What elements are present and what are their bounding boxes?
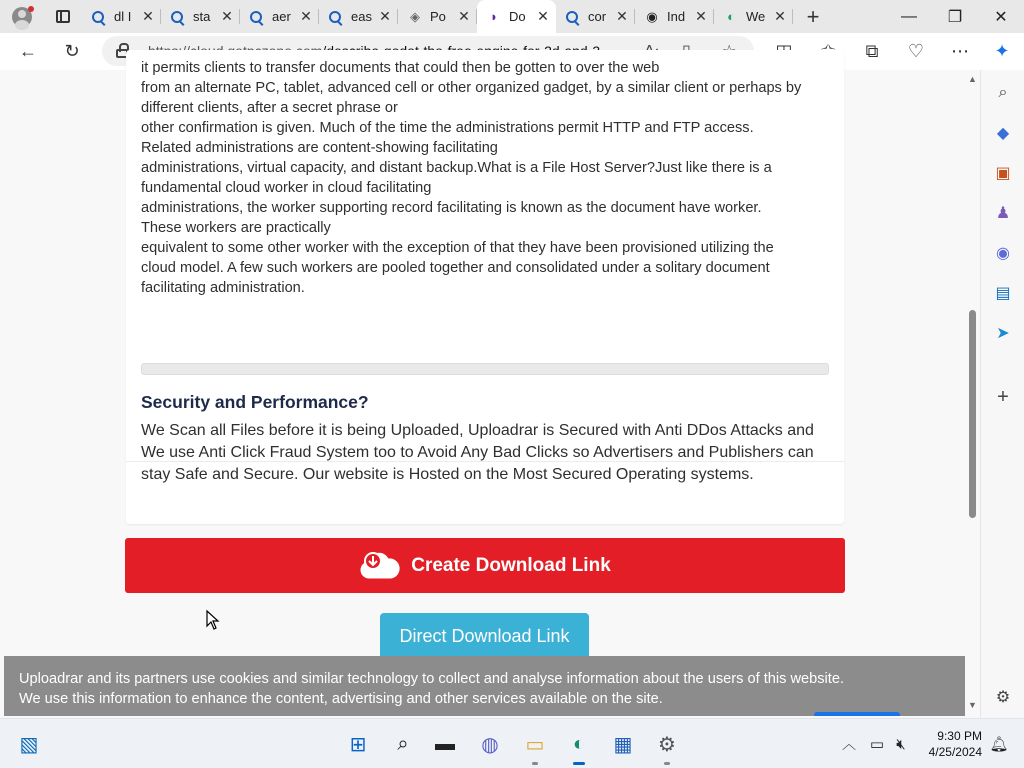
tab-1[interactable] <box>82 0 161 33</box>
microsoft-store-icon[interactable]: ▦ <box>613 733 633 756</box>
sidebar-settings-gear-icon[interactable]: ⚙ <box>995 689 1011 706</box>
tab-5[interactable] <box>398 0 477 33</box>
collections-button[interactable] <box>850 33 894 70</box>
page-viewport <box>0 60 980 718</box>
tab-4[interactable] <box>319 0 398 33</box>
taskbar-search-icon[interactable]: ⌕ <box>397 732 409 755</box>
tab-title: We <box>746 9 766 24</box>
tab-title: cor <box>588 9 607 24</box>
tray-chevron-up-icon[interactable]: ︿ <box>842 736 856 752</box>
scroll-thumb[interactable] <box>969 310 976 518</box>
close-tab-icon[interactable]: ✕ <box>537 8 549 24</box>
search-icon <box>566 11 578 23</box>
tab-title: Do <box>509 9 526 24</box>
article-line: These workers are practically <box>141 220 331 236</box>
scroll-up-arrow-icon[interactable]: ▲ <box>968 74 977 84</box>
cookie-accept-button[interactable] <box>814 712 900 716</box>
teams-chat-icon[interactable]: ◍ <box>481 733 499 756</box>
close-tab-icon[interactable]: ✕ <box>774 8 786 24</box>
article-line: other confirmation is given. Much of the time the administrations permit HTTP and FTP access. <box>141 120 754 136</box>
article-line: different clients, after a secret phrase or <box>141 100 398 116</box>
article-line: cloud model. A few such workers are pooled together and consolidated under a solitary document <box>141 260 770 276</box>
notification-bell-icon[interactable]: 🔔︎ <box>989 736 1009 753</box>
close-tab-icon[interactable]: ✕ <box>142 8 154 24</box>
section-line: We use Anti Click Fraud System too to Avoid Any Bad Clicks so Advertisers and Publishers can <box>141 444 814 461</box>
system-clock[interactable] <box>929 728 982 760</box>
article-line: administrations, the worker supporting record facilitating is known as the document have worker. <box>141 200 762 216</box>
close-tab-icon[interactable]: ✕ <box>695 8 707 24</box>
clock-time: 9:30 PM <box>937 729 982 743</box>
tab-actions-button[interactable] <box>44 0 82 33</box>
tab-7[interactable] <box>556 0 635 33</box>
article-line: Related administrations are content-showing facilitating <box>141 140 498 156</box>
edge-icon: ◐ <box>727 9 735 24</box>
tools-briefcase-icon[interactable]: ▣ <box>995 165 1011 182</box>
tab-6-active[interactable] <box>477 0 556 33</box>
windows-taskbar <box>0 718 1024 768</box>
settings-menu-button[interactable] <box>938 33 982 70</box>
article-line: fundamental cloud worker in cloud facilitating <box>141 180 432 196</box>
article-line: it permits clients to transfer documents that could then be gotten to over the web <box>141 60 660 76</box>
copilot-button[interactable] <box>980 33 1024 70</box>
microsoft-365-icon[interactable]: ◉ <box>996 245 1010 262</box>
cookie-consent-banner <box>4 656 965 716</box>
notification-dot <box>28 6 34 12</box>
edge-sidebar <box>980 70 1024 718</box>
minimize-button[interactable]: — <box>901 7 917 25</box>
back-button[interactable] <box>6 33 50 70</box>
article-paragraph <box>141 58 841 298</box>
shopping-tag-icon[interactable]: ◆ <box>996 125 1010 142</box>
section-line: stay Safe and Secure. Our website is Hosted on the Most Secured Operating systems. <box>141 466 754 483</box>
refresh-icon: ↻ <box>64 41 80 61</box>
tab-actions-icon <box>56 10 70 23</box>
browser-essentials-button[interactable] <box>894 33 938 70</box>
site-icon: ◗ <box>490 9 498 24</box>
tab-2[interactable] <box>161 0 240 33</box>
section-line: We Scan all Files before it is being Uploaded, Uploadrar is Secured with Anti DDos Attacks and <box>141 422 814 439</box>
article-line: from an alternate PC, tablet, advanced cell or other organized gadget, by a similar client or perhaps by <box>141 80 802 96</box>
sidebar-search-icon[interactable]: ⌕ <box>998 84 1008 101</box>
cloud-download-icon <box>359 551 399 581</box>
close-tab-icon[interactable]: ✕ <box>379 8 391 24</box>
close-tab-icon[interactable]: ✕ <box>616 8 628 24</box>
create-download-link-button[interactable] <box>125 538 845 593</box>
tab-title: aer <box>272 9 291 24</box>
clock-date: 4/25/2024 <box>928 745 982 759</box>
telegram-icon[interactable]: ➤ <box>996 325 1010 342</box>
cookie-text-line: Uploadrar and its partners use cookies and similar technology to collect and analyse information about the users of this website. <box>19 671 844 687</box>
card-footer-divider <box>126 450 844 462</box>
file-explorer-icon[interactable]: ▭ <box>520 729 550 759</box>
back-arrow-icon: ← <box>19 41 37 61</box>
new-tab-button[interactable]: + <box>806 3 820 29</box>
page-scrollbar[interactable] <box>965 70 980 718</box>
tab-3[interactable] <box>240 0 319 33</box>
volume-muted-icon[interactable]: 🔇︎ <box>896 735 906 753</box>
create-download-link-label: Create Download Link <box>411 554 611 576</box>
cookie-text-line: We use this information to enhance the content, advertising and other services available on the site. <box>19 691 663 707</box>
profile-button[interactable] <box>0 0 44 33</box>
games-icon[interactable]: ♟ <box>995 205 1011 222</box>
progress-bar <box>141 363 829 375</box>
close-tab-icon[interactable]: ✕ <box>300 8 312 24</box>
article-line: administrations, virtual capacity, and distant backup.What is a File Host Server?Just like there is a <box>141 160 772 176</box>
search-icon <box>92 11 104 23</box>
start-windows-icon[interactable]: ⊞ <box>349 733 367 756</box>
search-icon <box>329 11 341 23</box>
direct-download-link-label: Direct Download Link <box>399 626 570 646</box>
diamond-icon: ◈ <box>410 8 420 24</box>
network-icon[interactable]: ▭ <box>869 736 885 753</box>
tab-strip <box>0 0 1024 33</box>
tab-title: Ind <box>667 9 686 24</box>
task-view-icon[interactable]: ▬ <box>435 732 455 755</box>
mouse-cursor-icon <box>206 610 220 630</box>
direct-download-link-button[interactable] <box>380 613 589 660</box>
widgets-icon[interactable]: ▧ <box>19 733 39 756</box>
heart-pulse-icon: ♡ <box>907 41 925 61</box>
tab-title: eas <box>351 9 372 24</box>
tab-title: sta <box>193 9 211 24</box>
refresh-button[interactable] <box>50 33 94 70</box>
collections-icon: ⧉ <box>865 41 879 61</box>
copilot-icon: ✦ <box>994 41 1010 61</box>
app-settings-icon[interactable]: ⚙ <box>652 729 682 759</box>
close-window-button[interactable]: ✕ <box>994 8 1008 26</box>
tab-title: Po <box>430 9 446 24</box>
close-tab-icon[interactable]: ✕ <box>221 8 233 24</box>
more-dots-icon: ⋯ <box>951 41 969 61</box>
add-sidebar-app-icon[interactable]: + <box>997 385 1009 408</box>
article-line: equivalent to some other worker with the exception of that they have been provisioned utilizing the <box>141 240 774 256</box>
search-icon <box>171 11 183 23</box>
edge-taskbar-icon[interactable]: ◐ <box>564 729 594 759</box>
article-line: facilitating administration. <box>141 280 305 296</box>
github-icon: ◉ <box>646 8 658 24</box>
restore-button[interactable]: ❐ <box>947 8 963 26</box>
outlook-icon[interactable]: ▤ <box>995 285 1011 302</box>
search-icon <box>250 11 262 23</box>
close-tab-icon[interactable]: ✕ <box>458 8 470 24</box>
scroll-down-arrow-icon[interactable]: ▼ <box>968 700 977 710</box>
tab-8[interactable] <box>635 0 714 33</box>
tab-title: dl I <box>114 9 132 24</box>
section-heading: Security and Performance? <box>141 392 369 412</box>
tab-9[interactable] <box>714 0 793 33</box>
